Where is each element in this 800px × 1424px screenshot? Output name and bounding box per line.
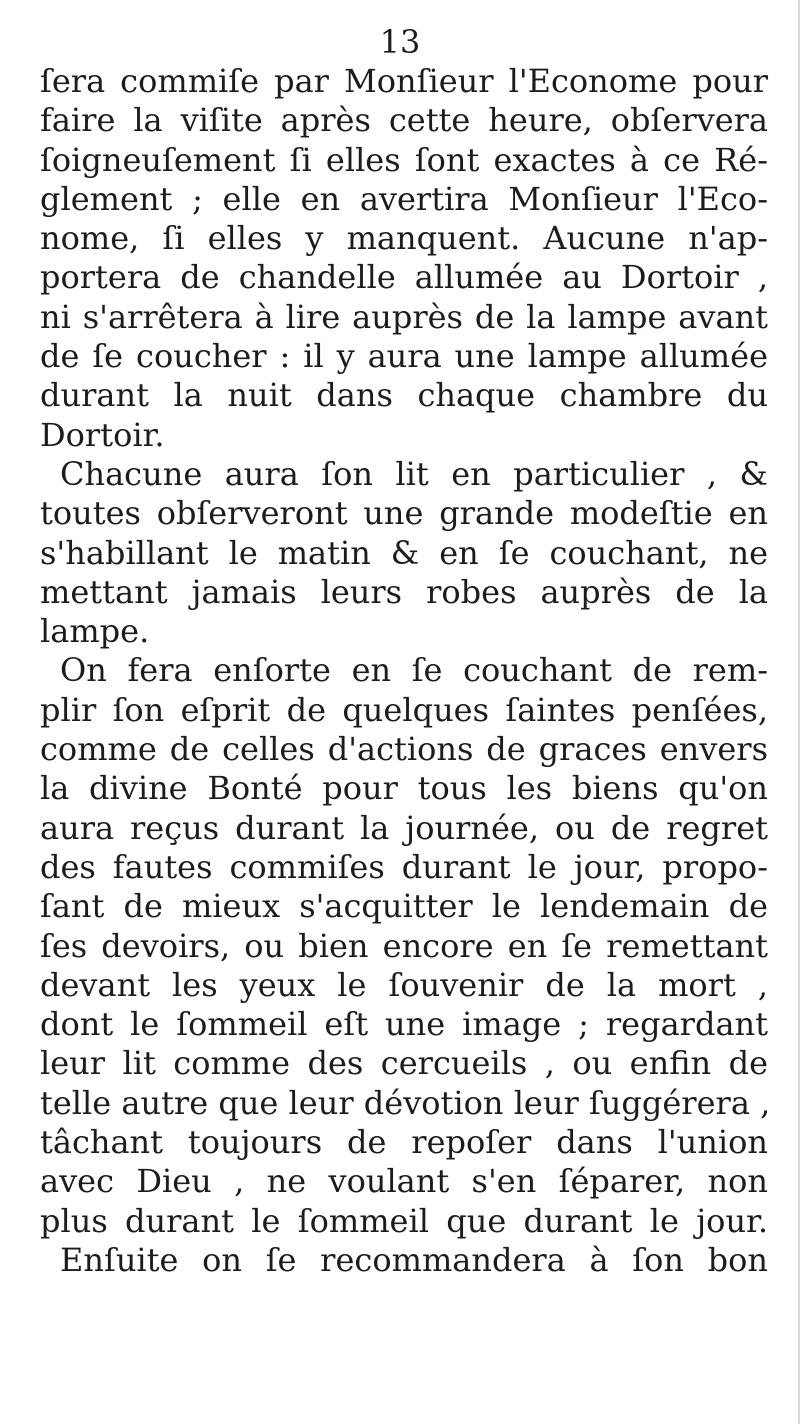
body-text: [40, 62, 771, 1280]
text-line: Dortoir.: [40, 415, 165, 454]
text-line: mettant jamais leurs robes auprès de la: [40, 572, 768, 611]
text-line: toutes obſerveront une grande modeſtie en: [40, 494, 768, 533]
text-line: faire la viſite après cette heure, obſervera: [40, 101, 768, 140]
text-line: comme de celles d'actions de graces envers: [40, 730, 768, 769]
text-line: tâchant toujours de repoſer dans l'union: [40, 1123, 768, 1162]
text-line: glement ; elle en avertira Monſieur l'Eco-: [40, 179, 768, 218]
text-line: ſes devoirs, ou bien encore en ſe remettant: [40, 926, 768, 965]
text-line: devant les yeux le ſouvenir de la mort ,: [40, 965, 768, 1004]
text-line: plus durant le ſommeil que durant le jour.: [40, 1201, 768, 1240]
text-line: leur lit comme des cercueils , ou enfin de: [40, 1044, 768, 1083]
text-line: Chacune aura ſon lit en particulier , &: [60, 454, 768, 493]
text-line: Enſuite on ſe recommandera à ſon bon: [60, 1240, 768, 1279]
text-line: dont le ſommeil eſt une image ; regardant: [40, 1005, 768, 1044]
text-line: avec Dieu , ne voulant s'en ſéparer, non: [40, 1162, 768, 1201]
text-line: des fautes commiſes durant le jour, propo-: [40, 847, 768, 886]
text-line: aura reçus durant la journée, ou de regret: [40, 808, 768, 847]
text-line: ſant de mieux s'acquitter le lendemain de: [40, 887, 768, 926]
text-line: ſoigneuſement ſi elles ſont exactes à ce Ré-: [40, 140, 768, 179]
text-line: lampe.: [40, 612, 150, 651]
text-line: ni s'arrêtera à lire auprès de la lampe avant: [40, 297, 768, 336]
text-line: s'habillant le matin & en ſe couchant, ne: [40, 533, 768, 572]
page-number: 13: [379, 23, 421, 61]
text-line: nome, ſi elles y manquent. Aucune n'ap-: [40, 219, 768, 258]
text-line: plir ſon eſprit de quelques ſaintes penſées,: [40, 690, 768, 729]
text-line: portera de chandelle allumée au Dortoir ,: [40, 258, 768, 297]
text-line: telle autre que leur dévotion leur ſuggérera ,: [40, 1083, 771, 1122]
text-line: la divine Bonté pour tous les biens qu'on: [40, 769, 768, 808]
text-line: de ſe coucher : il y aura une lampe allumée: [40, 337, 768, 376]
text-line: On fera enſorte en ſe couchant de rem-: [60, 651, 768, 690]
text-line: ſera commiſe par Monſieur l'Econome pour: [40, 62, 768, 100]
text-line: durant la nuit dans chaque chambre du: [40, 376, 768, 415]
